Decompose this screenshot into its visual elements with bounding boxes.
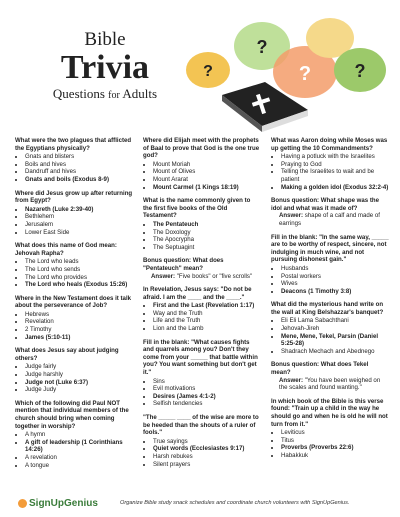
answer-option: • Lower East Side [25,229,133,237]
answer-option: • Way and the Truth [153,310,261,318]
question-block [271,301,389,355]
correct-answer-option: • The Pentateuch [153,221,261,229]
header [0,0,400,135]
answer-option: • A hymn [25,431,133,439]
answer-option: • Shadrach Mechach and Abednego [281,348,389,356]
answer-option: • The Lord who provides [25,274,133,282]
answer-option: • A tongue [25,462,133,470]
answer-option: • Judge harshly [25,371,133,379]
question-text: Where in the New Testament does it talk about the perseverance of Job? [15,294,132,310]
question-block [143,137,261,191]
question-block [271,234,389,296]
questions-area [15,137,395,487]
answer-option: • Mount of Olives [153,168,261,176]
question-text: Where did Jesus grow up after returning from Egypt? [15,189,133,205]
correct-answer-option: • Mene, Mene, Tekel, Parsin (Daniel 5:25-28) [281,333,389,348]
question-text: Fill in the blank: "What causes fights and quarrels among you? Don't they come from your _____ that battle within you? You want something but don't get it." [143,338,258,377]
answer-option: • Gnats and blisters [25,153,133,161]
answer-label: Answer: [279,376,304,384]
svg-text:?: ? [298,63,312,85]
answer-option: • Hebrews [25,311,133,319]
answer-option: • Leviticus [281,429,389,437]
footer-text: Organize Bible study snack schedules and coordinate church volunteers with SignUpGenius. [120,500,350,506]
question-block [271,361,389,391]
question-block [15,347,133,394]
answer-label: Answer: [279,212,304,220]
answer-list [143,438,261,468]
answer-list [143,302,261,332]
answer-list [15,258,133,288]
question-text: "The _____ ____ of the wise are more to be heeded than the shouts of a ruler of fools." [143,414,259,437]
question-text: What were the two plagues that afflicted the Egyptians physically? [15,137,132,152]
answer-text: shape of a calf and made of earrings [279,212,380,227]
question-text: What is the name commonly given to the first five books of the Old Testament? [143,197,251,220]
subtitle-questions: Questions [52,86,105,101]
speech-bubbles-bible-illustration [0,0,400,135]
answer-option: • The Lord who sends [25,266,133,274]
answer-list [143,378,261,408]
correct-answer-option: • Desires (James 4:1-2) [153,393,261,401]
answer-list [15,153,133,183]
answer-option: • The Apocrypha [153,236,261,244]
answer-option: • Having a potluck with the Israelites [281,153,389,161]
answer-option: • Jehovah-Jireh [281,325,389,333]
question-text: In which book of the Bible is this verse found: "Train up a child in the way he should go and when he is old he will not turn from it." [271,397,388,428]
answer-text: "You have been weighed on the scales and found wanting." [279,376,381,392]
answer-option: • Dandruff and hives [25,168,133,176]
answer-list [143,161,261,191]
answer-option: • The Lord who leads [25,258,133,266]
answer-option: • Postal workers [281,273,389,281]
correct-answer-option: • A gift of leadership (1 Corinthians 14:26) [25,439,133,454]
answer-option: • A revelation [25,454,133,462]
svg-text:?: ? [203,63,213,80]
answer-option: • Lion and the Lamb [153,325,261,333]
bonus-answer [143,273,261,281]
answer-option: • True sayings [153,438,261,446]
answer-list [271,429,389,459]
bonus-answer [271,377,389,392]
correct-answer-option: • Mount Carmel (1 Kings 18:19) [153,184,261,192]
question-text: What does Jesus say about judging others? [15,347,119,362]
answer-option: • Evil motivations [153,385,261,393]
title-bible: Bible [84,29,126,50]
answer-option: • 2 Timothy [25,326,133,334]
correct-answer-option: • James (5:10-11) [25,334,133,342]
question-block [143,197,261,251]
column-3 [271,137,389,466]
answer-option: • Harsh rebukes [153,453,261,461]
question-text: Fill in the blank: "In the same way, _____ are to be worthy of respect, sincere, not indulging in much wine, and not pursuing dishonest gain." [271,233,389,264]
answer-list [271,317,389,355]
correct-answer-option: • Making a golden idol (Exodus 32:2-4) [281,184,389,192]
question-block [271,197,389,227]
answer-list [143,221,261,251]
question-block [143,339,261,408]
answer-option: • Mount Ararat [153,176,261,184]
correct-answer-option: • The Lord who heals (Exodus 15:26) [25,281,133,289]
answer-label: Answer: [151,272,176,280]
answer-option: • Wives [281,280,389,288]
question-text: Bonus question: What does Tekel mean? [271,361,369,377]
answer-option: • The Doxology [153,229,261,237]
answer-option: • Mount Moriah [153,161,261,169]
answer-list [271,153,389,191]
column-1 [15,137,133,475]
question-block [15,137,133,184]
question-text: Bonus question: What shape was the idol and what was it made of? [271,197,380,212]
answer-option: • Husbands [281,265,389,273]
correct-answer-option: • First and the Last (Revelation 1:17) [153,302,261,310]
answer-option: • Silent prayers [153,461,261,469]
question-block [15,295,133,342]
answer-option: • Telling the Israelites to wait and be patient [281,168,389,183]
question-block [15,400,133,469]
answer-option: • Sins [153,378,261,386]
answer-option: • Life and the Truth [153,317,261,325]
question-text: Which of the following did Paul NOT mention that individual members of the church should bring when coming together in worship? [15,399,129,430]
answer-option: • Titus [281,437,389,445]
answer-text: "Five books" or "five scrolls" [175,272,253,280]
answer-option: • Praying to God [281,161,389,169]
question-text: What was Aaron doing while Moses was up getting the 10 Commandments? [271,137,388,152]
question-text: What does this name of God mean: Jehovah Rapha? [15,242,117,257]
correct-answer-option: • Gnats and boils (Exodus 8-9) [25,176,133,184]
bonus-answer [271,212,389,227]
question-block [143,257,261,280]
answer-option: • Habakkuk [281,452,389,460]
svg-text:?: ? [354,61,366,81]
correct-answer-option: • Nazareth (Luke 2:39-40) [25,206,133,214]
question-block [271,137,389,191]
answer-list [15,311,133,341]
column-2 [143,137,261,474]
answer-option: • Selfish tendencies [153,400,261,408]
question-text: Where did Elijah meet with the prophets of Baal to prove that God is the one true god? [143,137,260,160]
correct-answer-option: • Proverbs (Proverbs 22:6) [281,444,389,452]
answer-option: • Eli Eli Lama Sabachthani [281,317,389,325]
answer-option: • Jerusalem [25,221,133,229]
question-text: What did the mysterious hand write on the wall at King Belshazzar's banquet? [271,301,384,316]
correct-answer-option: • Judge not (Luke 6:37) [25,379,133,387]
title-trivia: Trivia [60,49,150,86]
subtitle-for: for [108,90,120,101]
footer [0,490,400,517]
answer-option: • Boils and hives [25,161,133,169]
subtitle-adults: Adults [122,86,158,101]
svg-text:?: ? [256,37,268,57]
answer-list [15,431,133,469]
correct-answer-option: • Quiet words (Ecclesiastes 9:17) [153,445,261,453]
answer-list [271,265,389,295]
lightbulb-icon [18,499,27,508]
speech-bubble-icon [334,48,386,92]
question-text: Bonus question: What does "Pentateuch" mean? [143,257,224,272]
answer-option: • The Septuagint [153,244,261,252]
question-block [143,414,261,468]
question-block [15,242,133,289]
correct-answer-option: • Deacons (1 Timothy 3:8) [281,288,389,296]
answer-option: • Bethlehem [25,213,133,221]
question-block [271,398,389,460]
answer-option: • Revelation [25,318,133,326]
question-block [15,190,133,237]
answer-list [15,206,133,236]
answer-option: • Judge Judy [25,386,133,394]
answer-option: • Judge fairly [25,363,133,371]
question-text: In Revelation, Jesus says: "Do not be afraid. I am the ____ and the ____." [143,286,252,301]
logo-text: SignUpGenius [29,498,98,509]
question-block [143,286,261,333]
speech-bubble-icon [186,52,230,88]
signupgenius-logo[interactable] [18,498,98,509]
answer-list [15,363,133,393]
